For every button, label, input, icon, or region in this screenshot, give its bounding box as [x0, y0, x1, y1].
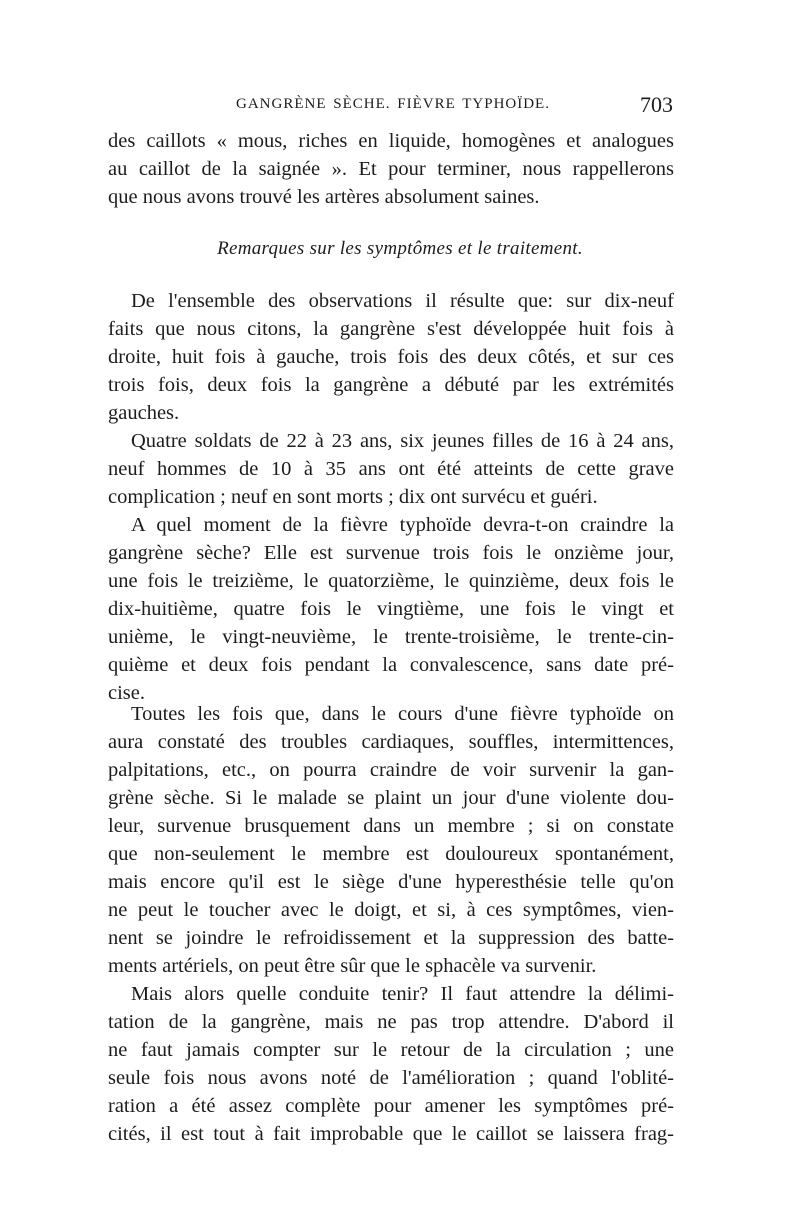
text-line: que nous avons trouvé les artères absolument saines.: [108, 186, 540, 208]
text-line: Toutes les fois que, dans le cours d'une fièvre typhoïde on: [131, 703, 674, 725]
text-line: A quel moment de la fièvre typhoïde devra-t-on craindre la: [131, 514, 674, 536]
text-line: droite, huit fois à gauche, trois fois des deux côtés, et sur ces: [108, 346, 674, 368]
text-line: ne peut le toucher avec le doigt, et si, à ces symptômes, vien-: [108, 899, 674, 921]
text-line: cités, il est tout à fait improbable que le caillot se laissera frag-: [108, 1123, 674, 1145]
text-line: seule fois nous avons noté de l'amélioration ; quand l'oblité-: [108, 1067, 674, 1089]
text-line: Mais alors quelle conduite tenir? Il faut attendre la délimi-: [131, 983, 674, 1005]
section-heading: Remarques sur les symptômes et le traitement.: [217, 238, 583, 259]
page-number: 703: [640, 92, 673, 117]
running-title: GANGRÈNE SÈCHE. FIÈVRE TYPHOÏDE.: [236, 96, 550, 112]
text-line: ments artériels, on peut être sûr que le sphacèle va survenir.: [108, 955, 597, 977]
text-line: Quatre soldats de 22 à 23 ans, six jeunes filles de 16 à 24 ans,: [131, 430, 674, 452]
text-line: des caillots « mous, riches en liquide, homogènes et analogues: [108, 130, 674, 152]
text-line: neuf hommes de 10 à 35 ans ont été atteints de cette grave: [108, 458, 674, 480]
text-line: dix-huitième, quatre fois le vingtième, une fois le vingt et: [108, 598, 674, 620]
text-line: au caillot de la saignée ». Et pour terminer, nous rappellerons: [108, 158, 674, 180]
text-line: gangrène sèche? Elle est survenue trois fois le onzième jour,: [108, 542, 674, 564]
text-line: quième et deux fois pendant la convalescence, sans date pré-: [108, 654, 674, 676]
text-line: que non-seulement le membre est douloureux spontanément,: [108, 843, 674, 865]
text-line: gauches.: [108, 402, 180, 424]
text-line: ne faut jamais compter sur le retour de la circulation ; une: [108, 1039, 674, 1061]
text-line: faits que nous citons, la gangrène s'est développée huit fois à: [108, 318, 674, 340]
text-line: leur, survenue brusquement dans un membre ; si on constate: [108, 815, 674, 837]
text-line: aura constaté des troubles cardiaques, souffles, intermittences,: [108, 731, 674, 753]
text-line: tation de la gangrène, mais ne pas trop attendre. D'abord il: [108, 1011, 674, 1033]
text-line: trois fois, deux fois la gangrène a débuté par les extrémités: [108, 374, 674, 396]
text-line: grène sèche. Si le malade se plaint un jour d'une violente dou-: [108, 787, 674, 809]
text-line: complication ; neuf en sont morts ; dix ont survécu et guéri.: [108, 486, 598, 508]
text-line: mais encore qu'il est le siège d'une hyperesthésie telle qu'on: [108, 871, 674, 893]
text-line: palpitations, etc., on pourra craindre de voir survenir la gan-: [108, 759, 674, 781]
text-line: nent se joindre le refroidissement et la suppression des batte-: [108, 927, 674, 949]
text-line: cise.: [108, 682, 145, 704]
text-line: une fois le treizième, le quatorzième, le quinzième, deux fois le: [108, 570, 674, 592]
text-line: De l'ensemble des observations il résulte que: sur dix-neuf: [131, 290, 674, 312]
text-line: ration a été assez complète pour amener les symptômes pré-: [108, 1095, 674, 1117]
running-header: [108, 92, 673, 122]
text-line: unième, le vingt-neuvième, le trente-troisième, le trente-cin-: [108, 626, 674, 648]
